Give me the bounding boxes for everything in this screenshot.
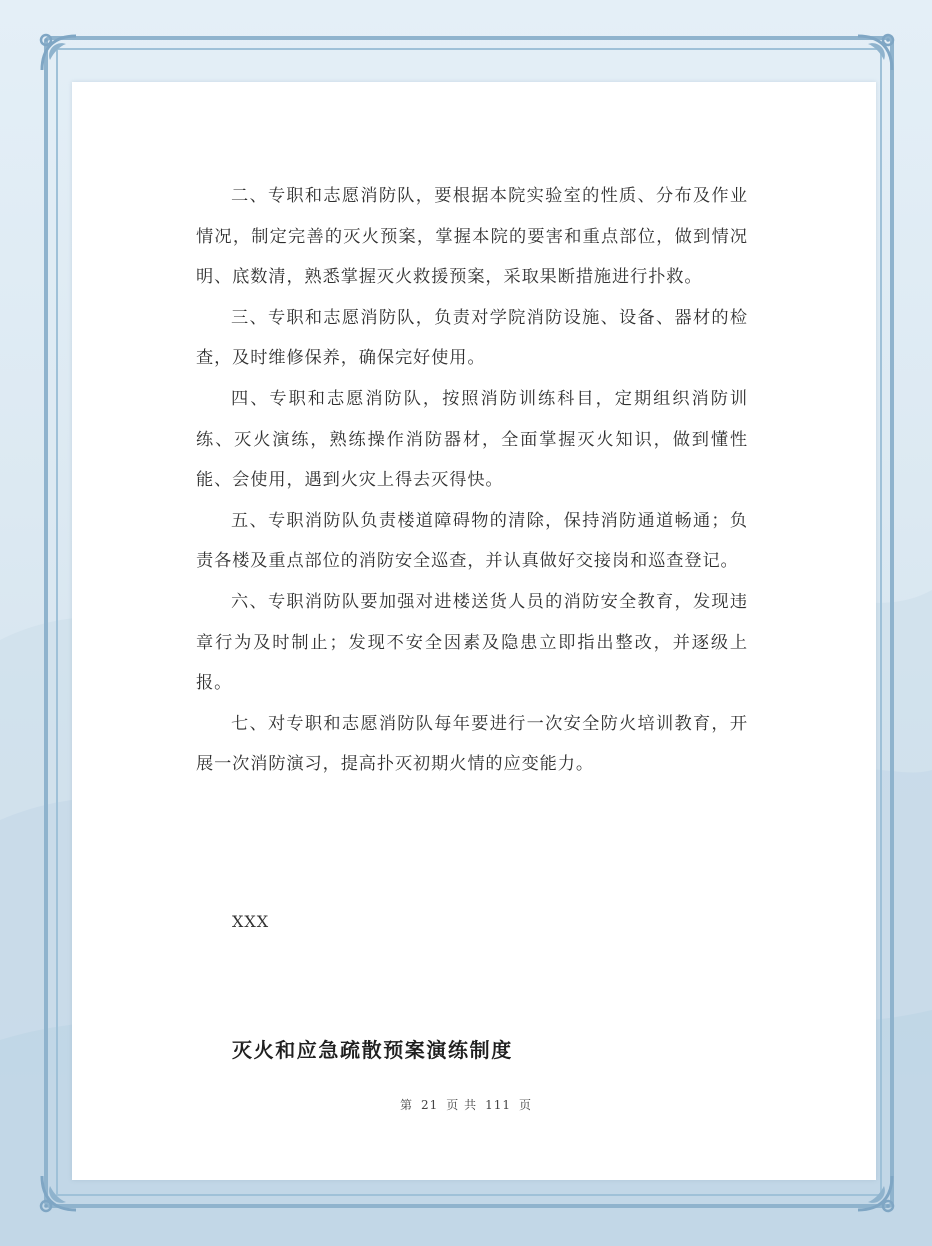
footer-mid: 页 共 <box>446 1098 478 1112</box>
section-heading: 灭火和应急疏散预案演练制度 <box>232 1038 513 1062</box>
document-body <box>196 176 748 785</box>
paragraph-3: 三、专职和志愿消防队，负责对学院消防设施、设备、器材的检查，及时维修保养，确保完好使用。 <box>196 307 748 369</box>
corner-ornament-icon <box>852 30 898 76</box>
paragraph-7: 七、对专职和志愿消防队每年要进行一次安全防火培训教育，开展一次消防演习，提高扑灭初期火情的应变能力。 <box>196 713 748 775</box>
corner-ornament-icon <box>36 30 82 76</box>
paragraph-4: 四、专职和志愿消防队，按照消防训练科目，定期组织消防训练、灭火演练，熟练操作消防器材，全面掌握灭火知识，做到懂性能、会使用，遇到火灾上得去灭得快。 <box>196 388 748 491</box>
footer-suffix: 页 <box>519 1098 533 1112</box>
footer-page-number: 21 <box>420 1098 439 1112</box>
paragraph-5: 五、专职消防队负责楼道障碍物的清除，保持消防通道畅通；负责各楼及重点部位的消防安全巡查，并认真做好交接岗和巡查登记。 <box>196 510 748 572</box>
footer-prefix: 第 <box>399 1098 413 1112</box>
paragraph-6: 六、专职消防队要加强对进楼送货人员的消防安全教育，发现违章行为及时制止；发现不安全因素及隐患立即指出整改，并逐级上报。 <box>196 591 748 694</box>
footer-total-pages: 111 <box>485 1098 511 1112</box>
page-footer <box>0 1096 932 1113</box>
signature: XXX <box>232 912 270 931</box>
paragraph-2: 二、专职和志愿消防队，要根据本院实验室的性质、分布及作业情况，制定完善的灭火预案，掌握本院的要害和重点部位，做到情况明、底数清，熟悉掌握灭火救援预案，采取果断措施进行扑救。 <box>196 186 748 288</box>
